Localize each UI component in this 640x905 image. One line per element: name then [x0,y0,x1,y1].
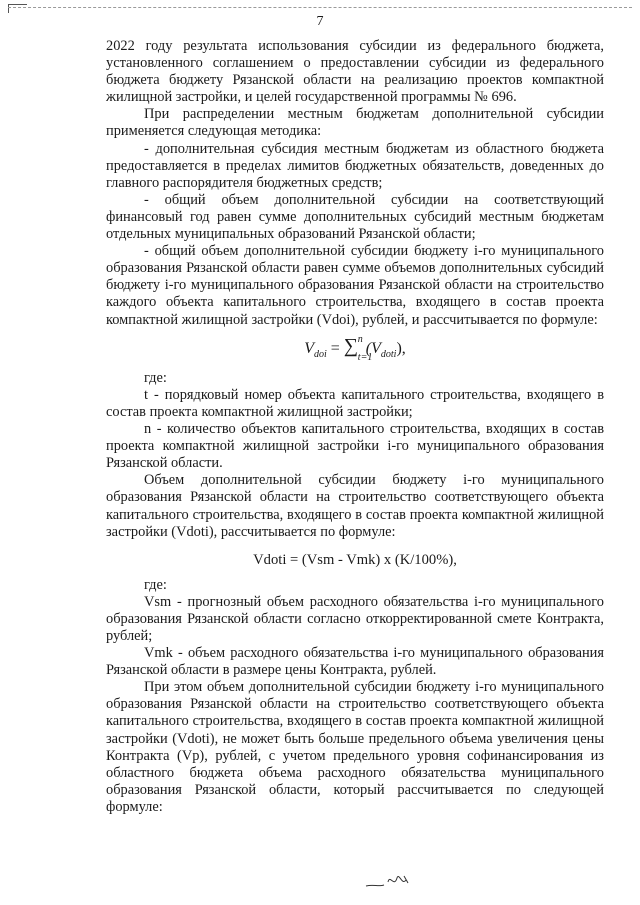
definition-vsm: Vsm - прогнозный объем расходного обязательства i-го муниципального образования Рязанской области согласно откорректированной смете Контракта, рублей; [106,593,604,644]
where-label-1: где: [144,369,167,386]
formula-sum-operator [343,333,373,363]
page-number: 7 [316,14,324,29]
paragraph-methodology-intro: При распределении местным бюджетам дополнительной субсидии применяется следующая методика: [106,106,604,140]
paragraph-limits-item: - дополнительная субсидия местным бюджетам из областного бюджета предоставляется в пределах лимитов бюджетных обязательств, доведенных до главного распорядителя бюджетных средств; [106,140,604,191]
formula-vdoi [106,335,604,366]
formula-vdoi-eq: = [326,339,344,357]
definition-vmk: Vmk - объем расходного обязательства i-го муниципального образования Рязанской области в размере цены Контракта, рублей. [106,645,604,679]
scan-top-edge [8,7,632,8]
formula-vdoi-term-open: (V [365,339,381,357]
where-label-2: где: [144,576,167,593]
scan-corner-mark [8,4,27,13]
formula-vdoi-term-close: ), [396,339,406,357]
paragraph-total-volume-item: - общий объем дополнительной субсидии на соответствующий финансовый год равен сумме дополнительных субсидий местным бюджетам отдельных муниципальных образований Рязанской области; [106,191,604,243]
signature-mark [364,868,424,892]
sum-upper-limit: n [357,333,363,345]
paragraph-limit-condition: При этом объем дополнительной субсидии бюджету i-го муниципального образования Рязанской области на строительство соответствующего объекта капитального строительства, входящего в состав проекта компактной жилищной застройки (Vdoti), не может быть больше предельного объема увеличения цены Контракта (Vp), рублей, с учетом предельного уровня софинансирования из областного бюджета объема расходного обязательства муниципального образования Рязанской области, который рассчитывается по следующей формуле: [106,679,604,815]
definition-n: n - количество объектов капитального строительства, входящих в состав проекта компактной жилищной застройки i-го муниципального образования Рязанской области. [106,421,604,472]
formula-vdoi-term-sub: doti [380,348,397,360]
paragraph-municipal-volume-item: - общий объем дополнительной субсидии бюджету i-го муниципального образования Рязанской области равен сумме объемов дополнительных субсидий бюджету i-го муниципального образования Рязанской области на строительство каждого объекта капитального строительства, входящего в состав проекта компактной жилищной застройки (Vdoi), рублей, и рассчитывается по формуле: [106,243,604,328]
paragraph-continuation: 2022 году результата использования субсидии из федерального бюджета, установленного соглашением о предоставлении субсидии из федерального бюджета бюджету Рязанской области на реализацию проектов компактной жилищной застройки, и целей государственной программы № 696. [106,38,604,106]
document-body [106,38,604,816]
paragraph-vdoti-intro: Объем дополнительной субсидии бюджету i-го муниципального образования Рязанской области на строительство соответствующего объекта капитального строительства, входящего в состав проекта компактной жилищной застройки (Vdoti), рассчитывается по формуле: [106,472,604,540]
formula-vdoi-lhs-sub: doi [313,348,327,360]
sum-lower-limit: t=1 [357,351,373,363]
formula-vdoi-lhs: V [304,339,314,357]
sum-symbol: ∑ [343,334,359,357]
definition-t: t - порядковый номер объекта капитального строительства, входящего в состав проекта компактной жилищной застройки; [106,386,604,420]
formula-vdoti: Vdoti = (Vsm - Vmk) x (K/100%), [253,551,457,568]
